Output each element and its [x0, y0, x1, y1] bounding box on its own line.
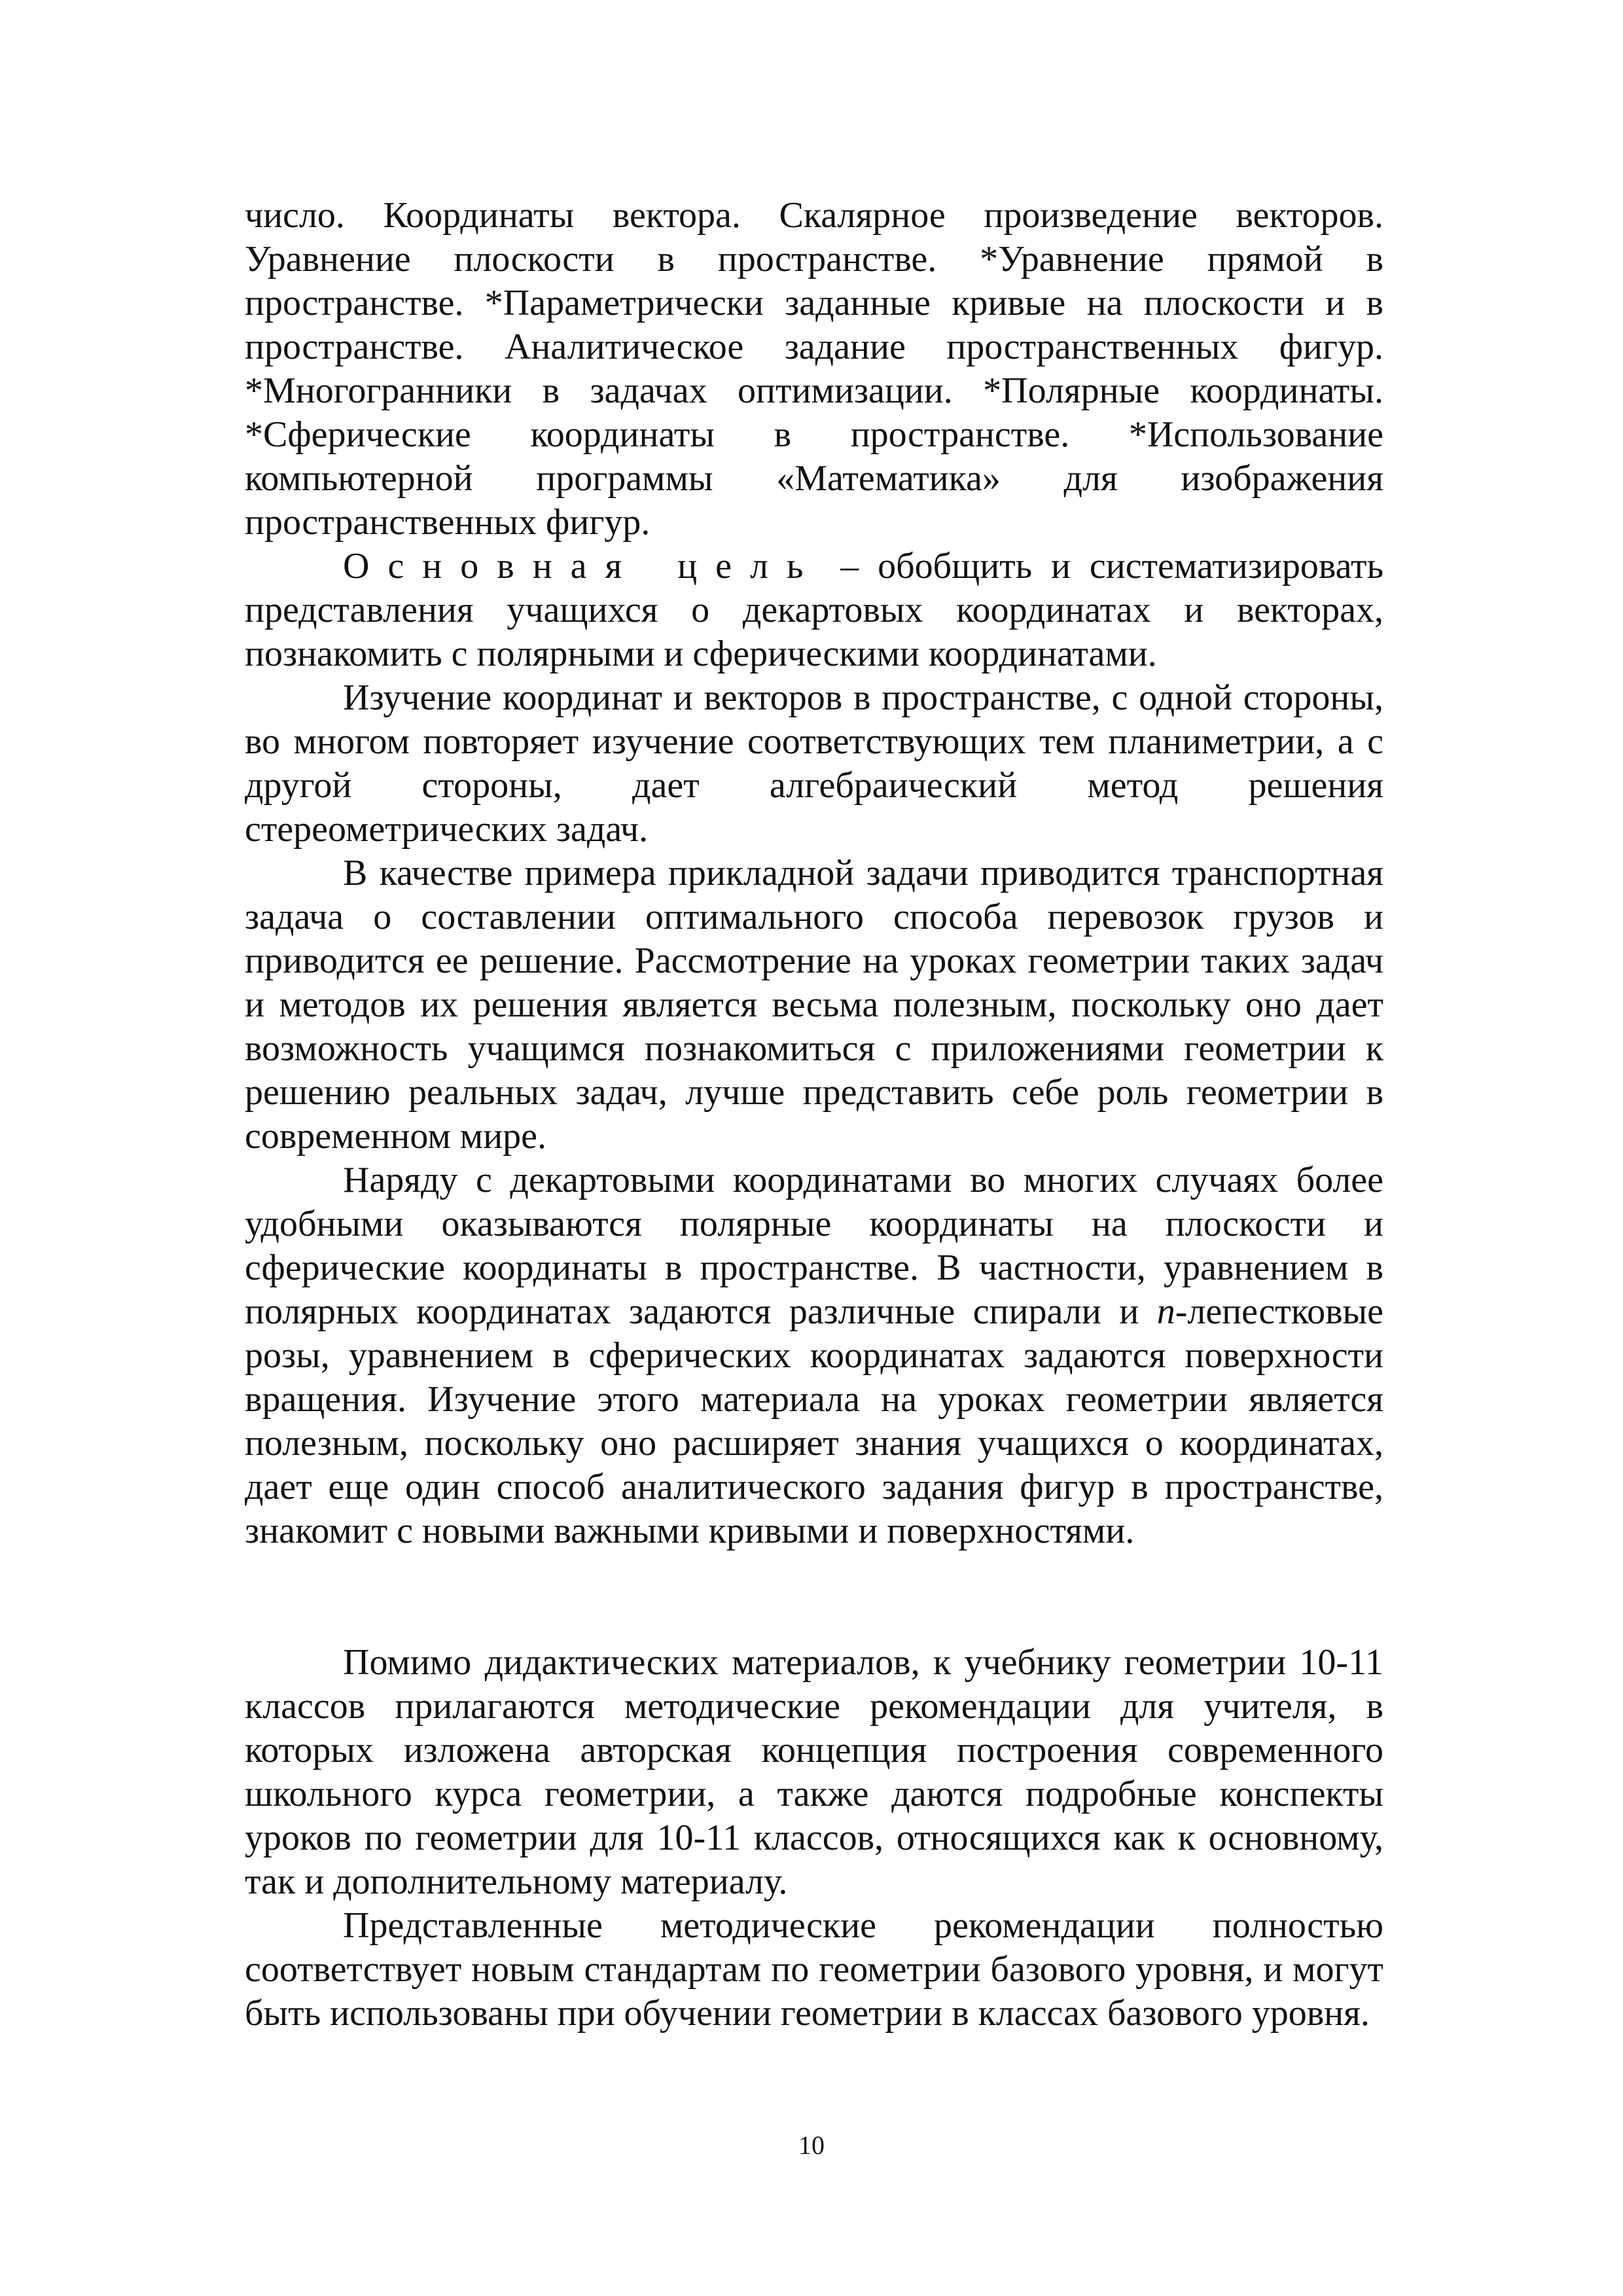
paragraph-text: Изучение координат и векторов в пространстве, с одной стороны, во многом повторяет изучение соответствующих тем планиметрии, а с другой стороны, дает алгебраический метод решения стереометрических задач. — [245, 677, 1383, 850]
paragraph-methodical-materials — [245, 1641, 1383, 1904]
paragraph-main-goal — [245, 545, 1383, 676]
paragraph-standards-compliance — [245, 1904, 1383, 2036]
paragraph-gap — [245, 1553, 1383, 1641]
paragraph-text: Наряду с декартовыми координатами во многих случаях более удобными оказываются полярные координаты на плоскости и сферические координаты в пространстве. В частности, уравнением в полярных координатах задаются различные спирали и — [245, 1160, 1383, 1332]
page-body — [245, 194, 1383, 2036]
paragraph-polar-spherical — [245, 1158, 1383, 1553]
paragraph-study-coordinates — [245, 676, 1383, 852]
main-goal-label: Основная цель — [343, 546, 822, 586]
paragraph-text: В качестве примера прикладной задачи приводится транспортная задача о составлении оптимального способа перевозок грузов и приводится ее решение. Рассмотрение на уроках геометрии таких задач и методов их решения является весьма полезным, поскольку оно дает возможность учащимся познакомиться с приложениями геометрии к решению реальных задач, лучше представить себе роль геометрии в современном мире. — [245, 853, 1383, 1157]
page-number: 10 — [798, 2130, 825, 2160]
paragraph-transport-problem — [245, 852, 1383, 1158]
paragraph-text: Представленные методические рекомендации полностью соответствует новым стандартам по геометрии базового уровня, и могут быть использованы при обучении геометрии в классах базового уровня. — [245, 1905, 1383, 2034]
italic-n-symbol: n — [1156, 1291, 1175, 1332]
paragraph-text: – обобщить и систематизировать представления учащихся о декартовых координатах и векторах, познакомить с полярными и сферическими координатами. — [245, 546, 1383, 674]
paragraph-topics-list — [245, 194, 1383, 545]
paragraph-text: число. Координаты вектора. Скалярное произведение векторов. Уравнение плоскости в пространстве. *Уравнение прямой в пространстве. *Параметрически заданные кривые на плоскости и в пространстве. Аналитическое задание пространственных фигур. *Многогранники в задачах оптимизации. *Полярные координаты. *Сферические координаты в пространстве. *Использование компьютерной программы «Математика» для изображения пространственных фигур. — [245, 195, 1383, 543]
paragraph-text: -лепестковые розы, уравнением в сферических координатах задаются поверхности вращения. Изучение этого материала на уроках геометрии является полезным, поскольку оно расширяет знания учащихся о координатах, дает еще один способ аналитического задания фигур в пространстве, знакомит с новыми важными кривыми и поверхностями. — [245, 1291, 1383, 1551]
paragraph-text: Помимо дидактических материалов, к учебнику геометрии 10-11 классов прилагаются методические рекомендации для учителя, в которых изложена авторская концепция построения современного школьного курса геометрии, а также даются подробные конспекты уроков по геометрии для 10-11 классов, относящихся как к основному, так и дополнительному материалу. — [245, 1642, 1383, 1902]
